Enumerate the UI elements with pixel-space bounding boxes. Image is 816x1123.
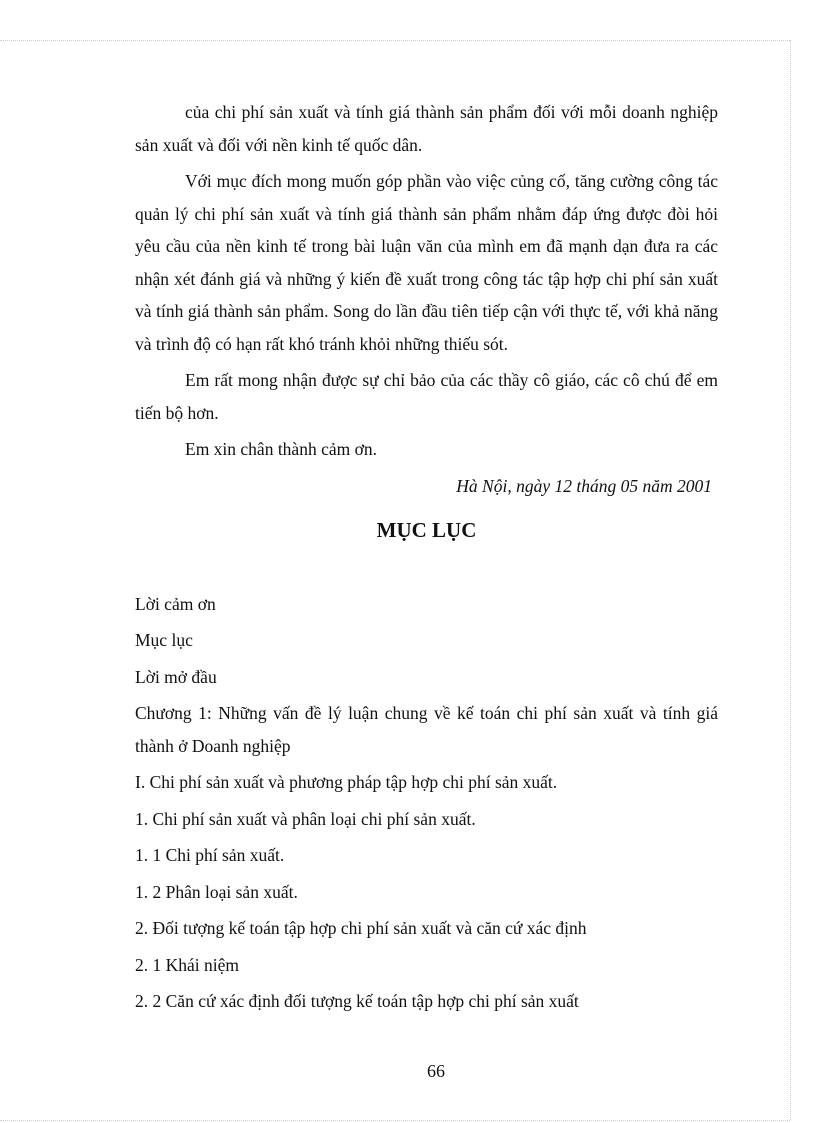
toc-item: Lời mở đầu <box>135 666 217 687</box>
toc-title: MỤC LỤC <box>376 517 477 542</box>
toc-item: 2. 1 Khái niệm <box>135 954 240 975</box>
paragraph-3: Em rất mong nhận được sự chỉ bảo của các thầy cô giáo, các cô chú để em tiến bộ hơn. <box>135 370 718 423</box>
paragraph-2: Với mục đích mong muốn góp phần vào việc củng cố, tăng cường công tác quản lý chi phí sản xuất và tính giá thành sản phẩm nhằm đáp ứng được đòi hỏi yêu cầu của nền kinh tế trong bài luận văn của mình em đã mạnh dạn đưa ra các nhận xét đánh giá và những ý kiến đề xuất trong công tác tập hợp chi phí sản xuất và tính giá thành sản phẩm. Song do lần đầu tiên tiếp cận với thực tế, với khả năng và trình độ có hạn rất khó tránh khỏi những thiếu sót. <box>135 171 718 354</box>
toc-item: Mục lục <box>135 630 193 650</box>
toc-item: I. Chi phí sản xuất và phương pháp tập hợp chi phí sản xuất. <box>135 772 558 792</box>
toc-item: 2. 2 Căn cứ xác định đối tượng kế toán tập hợp chi phí sản xuất <box>135 991 579 1011</box>
paragraph-1: của chi phí sản xuất và tính giá thành sản phẩm đối với mỗi doanh nghiệp sản xuất và đối với nền kinh tế quốc dân. <box>135 102 718 155</box>
page-border-top <box>0 40 790 41</box>
toc-item: 2. Đối tượng kế toán tập hợp chi phí sản xuất và căn cứ xác định <box>135 918 587 938</box>
date-signature: Hà Nội, ngày 12 tháng 05 năm 2001 <box>456 475 712 496</box>
paragraph-4: Em xin chân thành cảm ơn. <box>185 439 377 459</box>
toc-item: 1. 2 Phân loại sản xuất. <box>135 881 298 902</box>
toc-item: 1. 1 Chi phí sản xuất. <box>135 845 285 865</box>
page-border-right <box>790 40 791 1120</box>
toc-item: Lời cảm ơn <box>135 593 216 614</box>
page-number: 66 <box>427 1061 445 1081</box>
table-of-contents <box>135 588 718 1018</box>
toc-item: Chương 1: Những vấn đề lý luận chung về kế toán chi phí sản xuất và tính giá thành ở Doanh nghiệp <box>135 703 718 756</box>
toc-item: 1. Chi phí sản xuất và phân loại chi phí sản xuất. <box>135 808 476 829</box>
page-content <box>135 96 718 1022</box>
page-border-bottom <box>0 1120 790 1121</box>
